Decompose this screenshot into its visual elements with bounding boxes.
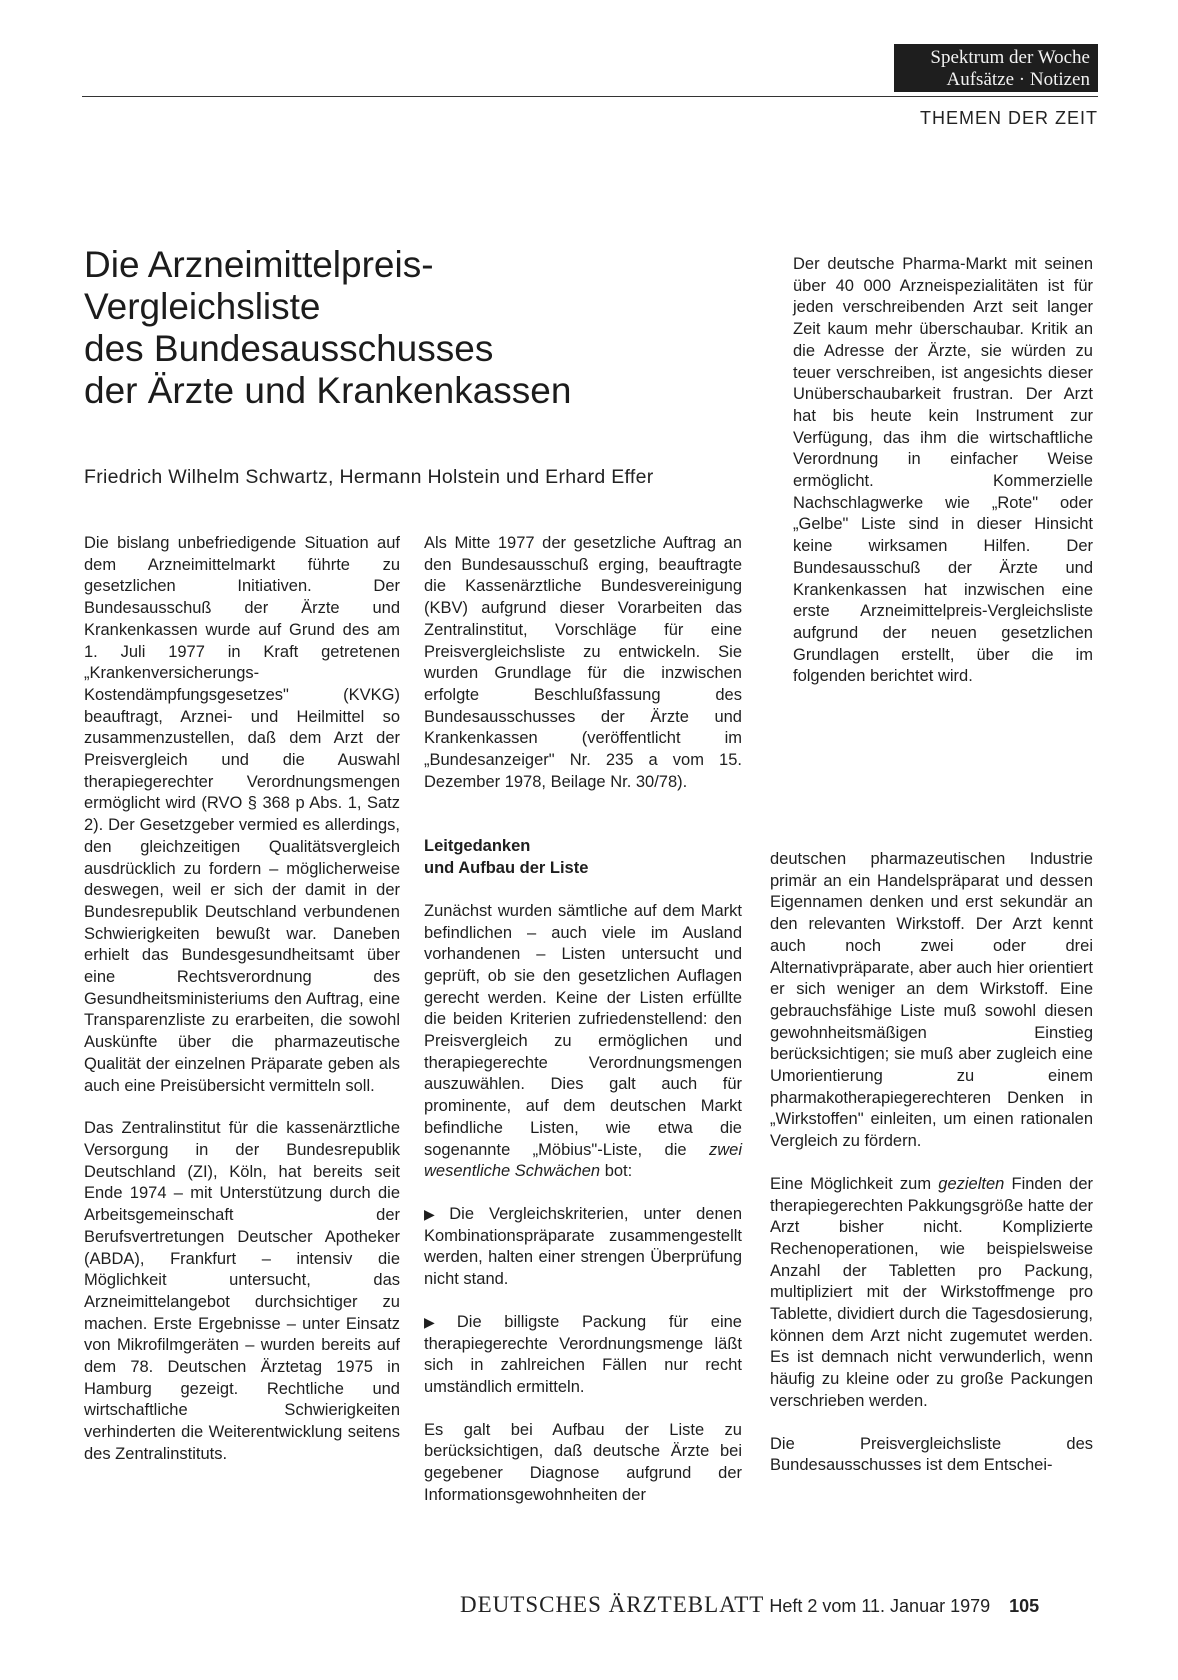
section-badge-line2: Aufsätze · Notizen [946, 69, 1090, 90]
section-heading-line2: und Aufbau der Liste [424, 859, 589, 878]
authors: Friedrich Wilhelm Schwartz, Hermann Holstein und Erhard Effer [84, 466, 654, 488]
paragraph [770, 1174, 1093, 1413]
section-heading [424, 836, 742, 879]
page-number: 105 [1009, 1596, 1040, 1616]
section-badge [894, 44, 1098, 92]
title-line-3: des Bundesausschusses [84, 328, 494, 369]
bullet-text: Die billigste Packung für eine therapiegerechte Verordnungsmenge läßt sich in zahlreichen Fällen nur recht umständlich ermitteln. [424, 1312, 742, 1396]
bullet-arrow-icon: ▶ [424, 1205, 446, 1222]
intro-box [793, 254, 1093, 688]
paragraph [424, 901, 742, 1183]
paragraph: Als Mitte 1977 der gesetzliche Auftrag an den Bundesausschuß erging, beauftragte die Kassenärztliche Bundesvereinigung (KBV) aufgrund dieser Vorarbeiten das Zentralinstitut, Vorschläge für eine Preisvergleichsliste zu entwickeln. Sie wurden Grundlage für die inzwischen erfolgte Beschlußfassung des Bundesausschusses der Ärzte und Krankenkassen (veröffentlicht im „Bundesanzeiger" Nr. 235 a vom 15. Dezember 1978, Beilage Nr. 30/78). [424, 534, 742, 791]
rubric: THEMEN DER ZEIT [919, 108, 1098, 128]
intro-text: Der deutsche Pharma-Markt mit seinen über 40 000 Arzneispezialitäten ist für jeden verschreibenden Arzt seit langer Zeit kaum mehr überschaubar. Kritik an die Adresse der Ärzte, sie würden zu teuer verschreiben, ist angesichts dieser Unüberschaubarkeit frustran. Der Arzt hat bis heute kein Instrument zur Verfügung, das ihm die wirtschaftliche Verordnung in einfacher Weise ermöglicht. Kommerzielle Nachschlagwerke wie „Rote" oder „Gelbe" Liste sind in dieser Hinsicht keine wirksamen Hilfen. Der Bundesausschuß der Ärzte und Krankenkassen hat inzwischen eine erste Arzneimittelpreis-Vergleichsliste aufgrund der neuen gesetzlichen Grundlagen erstellt, über die im folgenden berichtet wird. [793, 255, 1093, 686]
title-line-2: Vergleichsliste [84, 286, 321, 327]
journal-name: DEUTSCHES ÄRZTEBLATT [460, 1592, 765, 1617]
paragraph-text-start: Eine Möglichkeit zum [770, 1174, 932, 1193]
paragraph: Die bislang unbefriedigende Situation auf dem Arzneimittelmarkt führte zu gesetzlichen Initiativen. Der Bundesausschuß der Ärzte und Krankenkassen wurde auf Grund des am 1. Juli 1977 in Kraft getretenen „Krankenversicherungs-Kostendämpfungsgesetzes" (KVKG) beauftragt, Arznei- und Heilmittel so zusammenzustellen, daß dem Arzt der Preisvergleich und die Auswahl therapiegerechter Verordnungsmengen ermöglicht wird (RVO § 368 p Abs. 1, Satz 2). Der Gesetzgeber vermied es allerdings, den gleichzeitigen Qualitätsvergleich ausdrücklich zu fordern – möglicherweise deswegen, weil er sich der damit in der Bundesrepublik Deutschland verbundenen Schwierigkeiten bewußt war. Daneben erhielt das Bundesgesundheitsamt über eine Rechtsverordnung des Gesundheitsministeriums den Auftrag, eine Transparenzliste zu erarbeiten, die sowohl Auskünfte über die pharmazeutische Qualität der einzelnen Präparate geben als auch eine Preisübersicht vermitteln soll. [84, 534, 400, 1095]
header-rule [82, 96, 1098, 97]
paragraph-text: Finden der therapiegerechten Pakkungsgröße hatte der Arzt bisher nicht. Komplizierte Rechenoperationen, wie beispielsweise Anzahl der Tabletten pro Packung, multipliziert mit der Wirkstoffmenge pro Tablette, dividiert durch die Tagesdosierung, können dem Arzt nicht zugemutet werden. Es ist demnach nicht verwunderlich, wenn häufig zu kleine oder zu große Packungen verschrieben werden. [770, 1174, 1093, 1410]
paragraph: Es galt bei Aufbau der Liste zu berücksichtigen, daß deutsche Ärzte bei gegebener Diagnose aufgrund der Informationsgewohnheiten der [424, 1420, 742, 1504]
issue-info: Heft 2 vom 11. Januar 1979 [769, 1596, 991, 1616]
bullet-item [424, 1312, 742, 1399]
bullet-item [424, 1204, 742, 1291]
paragraph-text: Zunächst wurden sämtliche auf dem Markt befindlichen – auch viele im Ausland vorhandenen – Listen untersucht und geprüft, ob sie den gesetzlichen Auflagen gerecht werden. Keine der Listen erfüllte die beiden Kriterien zufriedenstellend: den Preisvergleich zu ermöglichen und therapiegerechte Verordnungsmengen auszuwählen. Dies galt auch für prominente, auf dem deutschen Markt befindliche Listen, wie etwa die sogenannte „Möbius"-Liste, die [424, 901, 742, 1159]
bullet-arrow-icon: ▶ [424, 1313, 453, 1330]
column-1 [84, 533, 400, 1466]
title-line-1: Die Arzneimittelpreis- [84, 244, 434, 285]
paragraph-text-end: bot: [604, 1162, 633, 1181]
paragraph: Das Zentralinstitut für die kassenärztliche Versorgung in der Bundesrepublik Deutschland (ZI), Köln, hat bereits seit Ende 1974 – mit Unterstützung durch die Arbeitsgemeinschaft der Berufsvertretungen Deutscher Apotheker (ABDA), Frankfurt – intensiv die Möglichkeit untersucht, das Arzneimittelangebot durchsichtiger zu machen. Erste Ergebnisse – unter Einsatz von Mikrofilmgeräten – wurden bereits auf dem 78. Deutschen Ärztetag 1975 in Hamburg gezeigt. Rechtliche und wirtschaftliche Schwierigkeiten verhinderten die Weiterentwicklung seitens des Zentralinstituts. [84, 1119, 400, 1463]
paragraph: deutschen pharmazeutischen Industrie primär an ein Handelspräparat und dessen Eigennamen denken und erst sekundär an den relevanten Wirkstoff. Der Arzt kennt auch noch zwei oder drei Alternativpräparate, aber auch hier orientiert er sich weniger an dem Wirkstoff. Eine gebrauchsfähige Liste muß sowohl diesen gewohnheitsmäßigen Einstieg berücksichtigen; sie muß aber zugleich eine Umorientierung zu einem pharmakotherapiegerechteren Denken in „Wirkstoffen" einleiten, um einen rationalen Vergleich zu fördern. [770, 850, 1093, 1151]
bullet-text: Die Vergleichskriterien, unter denen Kombinationspräparate zusammengestellt werden, halten einer strengen Überprüfung nicht stand. [424, 1204, 742, 1289]
emphasis: zwei wesentliche Schwächen [424, 1140, 742, 1181]
paragraph: Die Preisvergleichsliste des Bundesausschusses ist dem Entschei- [770, 1434, 1093, 1475]
title-line-4: der Ärzte und Krankenkassen [84, 370, 572, 411]
page-footer [460, 1592, 1098, 1618]
emphasis: gezielten [938, 1174, 1005, 1193]
section-badge-line1: Spektrum der Woche [930, 47, 1090, 68]
section-heading-line1: Leitgedanken [424, 837, 531, 856]
article-title [84, 244, 774, 412]
column-3 [770, 849, 1093, 1477]
column-2 [424, 533, 742, 1506]
